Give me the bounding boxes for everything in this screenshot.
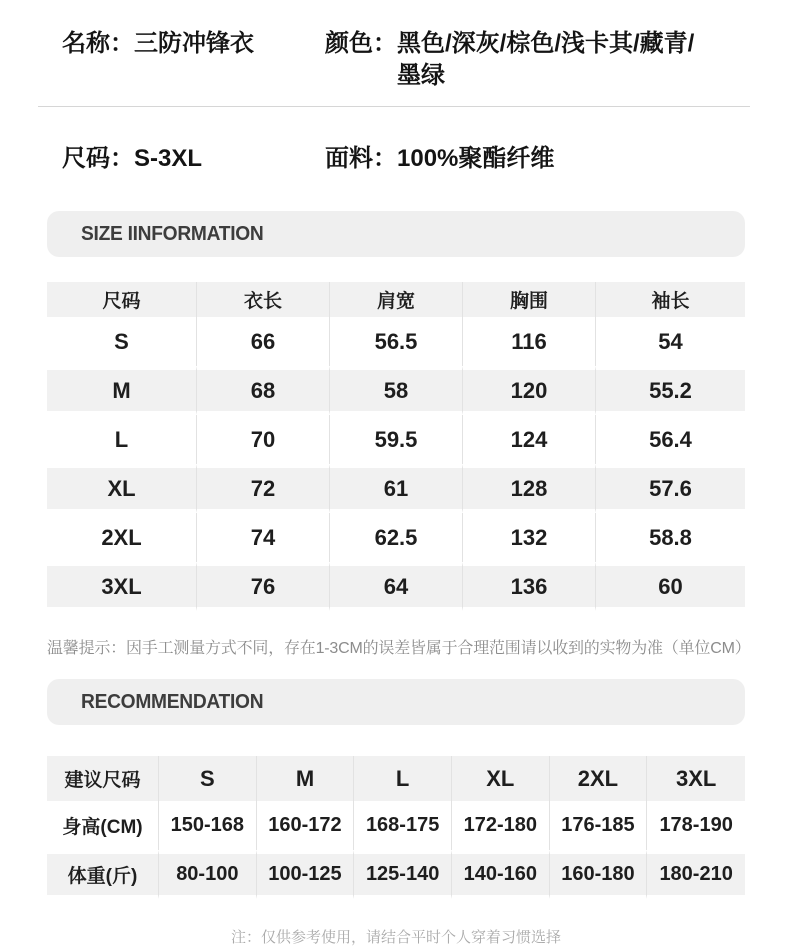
rec-size-header: L	[354, 756, 452, 801]
reference-note: 注：仅供参考使用，请结合平时个人穿着习惯选择	[230, 929, 561, 946]
rec-value-cell: 178-190	[659, 814, 733, 836]
size-value-cell: 132	[463, 513, 596, 562]
product-size-label: 尺码：	[62, 145, 134, 172]
product-name-label: 名称：	[62, 30, 134, 57]
product-info-row-2	[47, 143, 745, 175]
size-table	[47, 282, 745, 611]
size-value-cell: 58.8	[649, 524, 692, 550]
product-name-item	[62, 28, 325, 92]
rec-size-header: XL	[452, 756, 550, 801]
size-value-cell: 62.5	[330, 513, 463, 562]
size-value-cell: 70	[197, 415, 330, 464]
rec-size-header: S	[159, 756, 257, 801]
rec-value-cell: 100-125	[257, 850, 355, 899]
size-label-cell: 3XL	[47, 562, 197, 611]
rec-size-header: M	[257, 756, 355, 801]
product-fabric-label: 面料：	[325, 145, 397, 172]
size-value-cell: 74	[197, 513, 330, 562]
size-table-row-l	[47, 415, 745, 464]
rec-row-label: 体重(斤)	[47, 850, 159, 899]
rec-value-cell: 168-175	[354, 801, 452, 850]
measurement-tolerance-note: 温馨提示：因手工测量方式不同，存在1-3CM的误差皆属于合理范围请以收到的实物为准（单位CM）	[47, 640, 751, 657]
product-fabric-value: 100%聚酯纤维	[397, 145, 555, 172]
product-colors-label: 颜色：	[325, 30, 397, 57]
product-name-value: 三防冲锋衣	[134, 30, 254, 57]
size-value-cell: 68	[197, 366, 330, 415]
size-table-row-3xl	[47, 562, 745, 611]
product-info-section	[47, 0, 745, 175]
product-colors-line2: 墨绿	[397, 62, 445, 89]
rec-value-cell: 180-210	[647, 850, 745, 899]
recommendation-header-row	[47, 756, 745, 801]
size-col-header: 肩宽	[330, 282, 463, 317]
rec-value-cell: 160-180	[550, 850, 648, 899]
recommendation-header-bar	[47, 679, 745, 725]
recommendation-title: RECOMMENDATION	[81, 690, 264, 713]
divider-line	[38, 106, 750, 107]
recommendation-table	[47, 756, 745, 899]
rec-value-cell: 160-172	[257, 801, 355, 850]
size-col-header: 尺码	[47, 282, 197, 317]
size-label-cell: 2XL	[47, 513, 197, 562]
size-table-row-xl	[47, 464, 745, 513]
size-value-cell: 61	[330, 464, 463, 513]
size-value-cell: 64	[330, 562, 463, 611]
size-value-cell: 57.6	[596, 464, 745, 513]
size-value-cell: 128	[463, 464, 596, 513]
size-value-cell: 66	[197, 317, 330, 366]
size-value-cell: 136	[463, 562, 596, 611]
size-information-header-bar	[47, 211, 745, 257]
recommendation-weight-row	[47, 850, 745, 899]
size-value-cell: 54	[658, 328, 683, 354]
size-col-header: 袖长	[596, 282, 745, 317]
rec-value-cell: 125-140	[354, 850, 452, 899]
size-value-cell: 72	[197, 464, 330, 513]
size-table-row-m	[47, 366, 745, 415]
size-col-header: 胸围	[463, 282, 596, 317]
size-value-cell: 58	[330, 366, 463, 415]
product-fabric-item	[325, 143, 745, 175]
size-value-cell: 60	[596, 562, 745, 611]
size-table-row-2xl	[47, 513, 745, 562]
size-value-cell: 56.4	[649, 426, 692, 452]
rec-value-cell: 150-168	[159, 801, 257, 850]
rec-value-cell: 140-160	[452, 850, 550, 899]
size-value-cell: 116	[463, 317, 596, 366]
rec-size-header: 3XL	[647, 756, 745, 801]
rec-row-label: 身高(CM)	[47, 801, 159, 850]
product-colors-line1: 黑色/深灰/棕色/浅卡其/藏青/	[397, 30, 695, 57]
size-value-cell: 56.5	[330, 317, 463, 366]
product-size-range-item	[62, 143, 325, 175]
size-value-cell: 55.2	[596, 366, 745, 415]
product-size-value: S-3XL	[134, 145, 203, 172]
rec-size-header: 2XL	[550, 756, 648, 801]
size-value-cell: 59.5	[330, 415, 463, 464]
size-label-cell: M	[47, 366, 197, 415]
product-info-row-1	[47, 28, 745, 92]
rec-row-label: 建议尺码	[47, 756, 159, 801]
rec-value-cell: 80-100	[159, 850, 257, 899]
size-information-title: SIZE IINFORMATION	[81, 222, 264, 245]
size-label-cell: L	[47, 415, 197, 464]
recommendation-height-row	[47, 801, 745, 850]
size-table-header-row	[47, 282, 745, 317]
size-col-header: 衣长	[197, 282, 330, 317]
size-label-cell: XL	[47, 464, 197, 513]
product-colors-item	[325, 28, 745, 92]
size-value-cell: 124	[463, 415, 596, 464]
size-value-cell: 76	[197, 562, 330, 611]
rec-value-cell: 176-185	[550, 801, 648, 850]
size-table-row-s	[47, 317, 745, 366]
rec-value-cell: 172-180	[452, 801, 550, 850]
size-value-cell: 120	[463, 366, 596, 415]
size-label-cell: S	[47, 317, 197, 366]
